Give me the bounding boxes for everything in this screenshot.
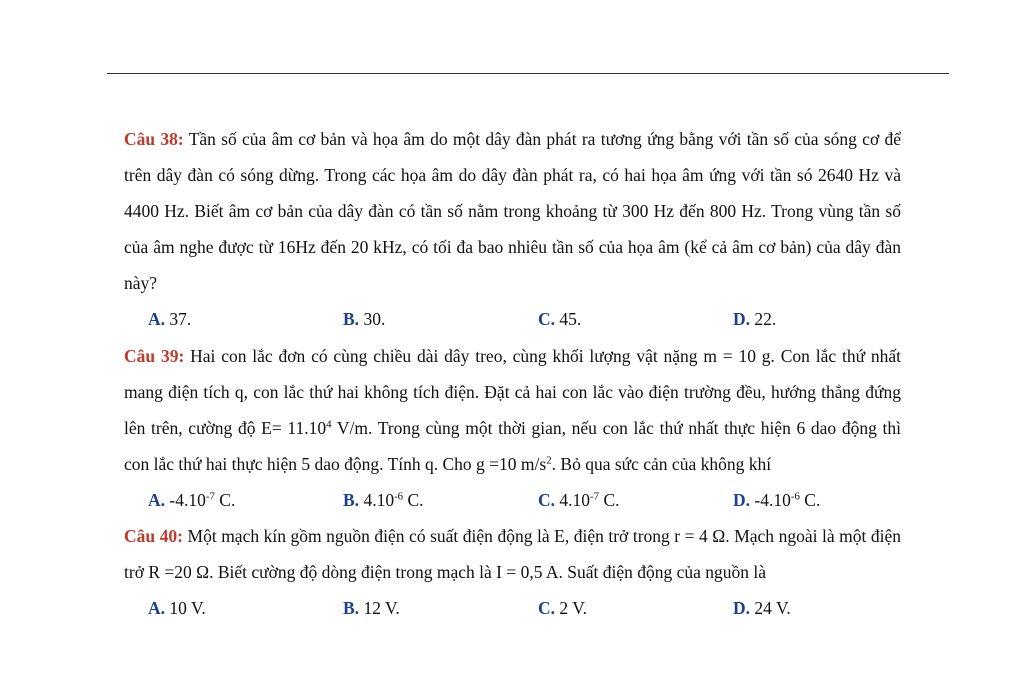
answer-unit: C. [799,489,821,510]
exam-content [124,121,901,626]
answer-letter: D. [733,598,751,619]
answer-39-a [148,482,235,518]
question-39-label: Câu 39: [124,345,185,366]
answer-value: 22. [750,309,777,330]
answer-letter: D. [733,309,751,330]
answer-letter: B. [343,309,360,330]
exponent: 2 [546,454,552,467]
answer-letter: D. [733,489,751,510]
question-40-answers [124,590,901,626]
answer-value: 2 V. [555,598,587,619]
answer-base: -4.10 [165,489,206,510]
answer-value: 37. [165,309,192,330]
exponent: -6 [790,490,800,503]
answer-letter: A. [148,309,166,330]
answer-base: -4.10 [750,489,791,510]
answer-unit: C. [403,489,424,510]
exponent: 4 [326,418,332,431]
question-38-answers [124,301,901,337]
answer-40-d [733,590,791,626]
question-39 [124,338,901,482]
answer-value: 12 V. [359,598,400,619]
question-39-text-1: Hai con lắc đơn có cùng chiều dài dây treo, cùng khối lượng vật nặng m = 10 g. Con lắc thứ nhất mang điện tích q, con lắc thứ hai không tích điện. Đặt cả hai con lắc vào điện trường đều, hướng thẳng đứng lên trên, cường độ E= 11.10 [124,345,902,438]
question-39-text-2: V/m. Trong cùng một thời gian, nếu con lắc thứ nhất thực hiện 6 dao động thì con lắc thứ hai thực hiện 5 dao động. Tính q. Cho g =10 m/s [124,417,901,474]
header-rule [107,73,949,74]
answer-letter: B. [343,489,360,510]
answer-letter: B. [343,598,360,619]
answer-value: 30. [359,309,386,330]
answer-value: 10 V. [165,598,206,619]
question-40 [124,518,901,590]
answer-value: 24 V. [750,598,791,619]
answer-38-d [733,301,776,337]
exponent: -6 [394,490,404,503]
answer-38-a [148,301,191,337]
question-39-answers [124,482,901,518]
answer-base: 4.10 [555,489,591,510]
answer-letter: A. [148,489,166,510]
question-38-label: Câu 38: [124,129,184,149]
answer-39-c [538,482,620,518]
exponent: -7 [590,490,600,503]
answer-base: 4.10 [359,489,395,510]
answer-40-b [343,590,400,626]
question-38-text: Tần số của âm cơ bản và họa âm do một dây đàn phát ra tương ứng bằng với tần số của sóng cơ để trên dây đàn có sóng dừng. Trong các họa âm do dây đàn phát ra, có hai họa âm ứng với tần só 2640 Hz và 4400 Hz. Biết âm cơ bản của dây đàn có tần số nằm trong khoảng từ 300 Hz đến 800 Hz. Trong vùng tần số của âm nghe được từ 16Hz đến 20 kHz, có tối đa bao nhiêu tần số của họa âm (kể cả âm cơ bản) của dây đàn này? [124,129,901,294]
answer-unit: C. [214,489,236,510]
answer-38-c [538,301,581,337]
answer-39-b [343,482,424,518]
answer-letter: A. [148,598,166,619]
answer-letter: C. [538,489,556,510]
answer-39-d [733,482,820,518]
answer-40-c [538,590,587,626]
exponent: -7 [205,490,215,503]
answer-letter: C. [538,598,556,619]
answer-unit: C. [599,489,620,510]
answer-38-b [343,301,385,337]
question-40-label: Câu 40: [124,526,183,547]
question-39-text-3: . Bỏ qua sức cản của không khí [551,453,772,474]
answer-letter: C. [538,309,556,330]
answer-value: 45. [555,309,582,330]
question-38 [124,121,901,301]
answer-40-a [148,590,206,626]
question-40-text: Một mạch kín gồm nguồn điện có suất điện động là E, điện trở trong r = 4 Ω. Mạch ngoài là một điện trở R =20 Ω. Biết cường độ dòng điện trong mạch là I = 0,5 A. Suất điện động của nguồn là [124,526,901,583]
